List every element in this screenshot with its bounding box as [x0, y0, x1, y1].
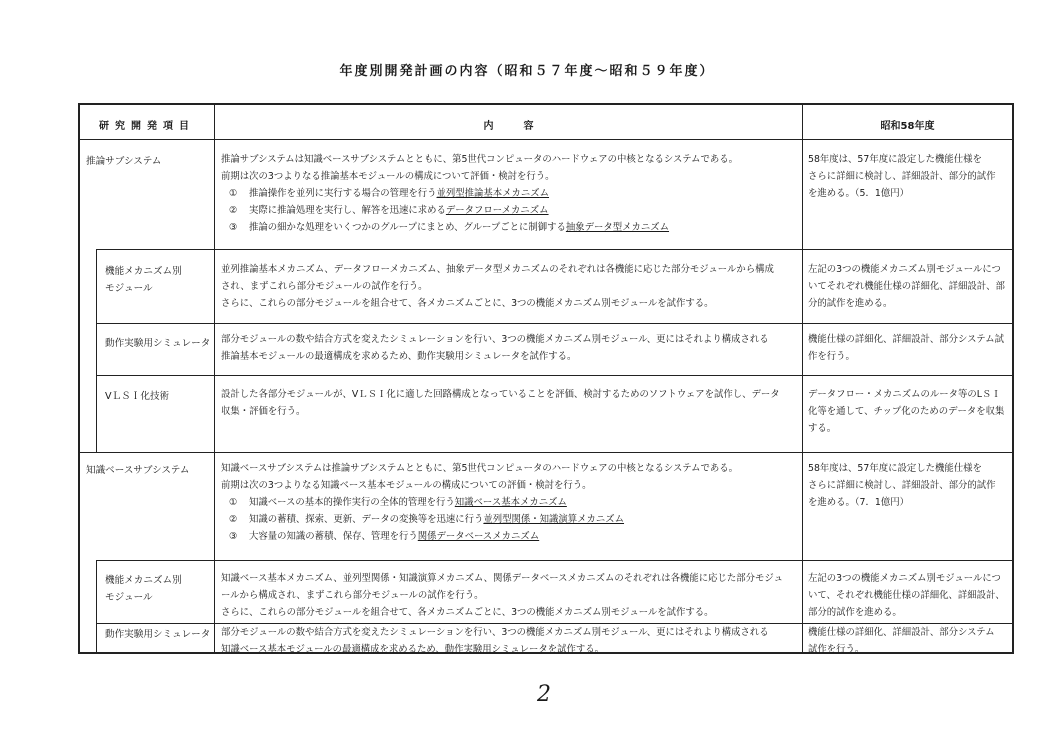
content-line: 設計した各部分モジュールが、VＬＳＩ化に適した回路構成となっていることを評価、検討するためのソフトウェアを試作し、データ — [221, 389, 780, 400]
content-line: さらに、これらの部分モジュールを組合せて、各メカニズムごとに、3つの機能メカニズム別モジュールを試作する。 — [221, 298, 714, 309]
list-term: 知識ベース基本メカニズム — [454, 497, 567, 508]
list-number: ② — [229, 514, 238, 525]
content-cell — [221, 386, 780, 420]
year-line: 左記の3つの機能メカニズム別モジュールにつ — [808, 573, 1001, 584]
list-term: 関係データベースメカニズム — [417, 531, 540, 542]
content-cell — [221, 570, 783, 621]
year-cell — [808, 151, 996, 202]
content-line: 部分モジュールの数や結合方式を変えたシミュレーションを行い、3つの機能メカニズム別モジュール、更にはそれより構成される — [221, 334, 769, 345]
content-line: 推論サブシステムは知識ベースサブシステムとともに、第5世代コンピュータのハードウェアの中核となるシステムである。 — [221, 154, 738, 165]
plan-table — [78, 103, 1014, 654]
content-line: 推論基本モジュールの最適構成を求めるため、動作実験用シミュレータを試作する。 — [221, 351, 577, 362]
content-line: 並列推論基本メカニズム、データフローメカニズム、抽象データ型メカニズムのそれぞれは各機能に応じた部分モジュールから構成 — [221, 264, 774, 275]
year-line: を進める。（7．1億円） — [808, 497, 909, 508]
content-cell — [221, 261, 774, 312]
year-line: いて、それぞれ機能仕様の詳細化、詳細設計、 — [808, 590, 1005, 601]
subitem-line: モジュール — [105, 592, 153, 603]
subitem-line: 機能メカニズム別 — [105, 266, 182, 277]
item-label: 知識ベースサブシステム — [86, 465, 190, 476]
row-divider — [96, 249, 1012, 250]
year-line: 試作を行う。 — [808, 644, 865, 655]
list-number: ① — [229, 188, 238, 199]
subitem-line: モジュール — [105, 283, 153, 294]
page-number: 2 — [537, 682, 551, 707]
year-line: 機能仕様の詳細化、詳細設計、部分システム試 — [808, 334, 1004, 345]
content-line: さらに、これらの部分モジュールを組合せて、各メカニズムごとに、3つの機能メカニズム別モジュールを試作する。 — [221, 607, 714, 618]
year-cell — [808, 386, 1004, 437]
year-line: を進める。（5．1億円） — [808, 188, 909, 199]
content-cell — [221, 460, 738, 545]
header-divider — [80, 139, 1012, 140]
list-term: データフローメカニズム — [445, 205, 549, 216]
year-cell — [808, 570, 1005, 621]
content-line: 部分モジュールの数や結合方式を変えたシミュレーションを行い、3つの機能メカニズム別モジュール、更にはそれより構成される — [221, 627, 769, 638]
content-line: され、まずこれら部分モジュールの試作を行う。 — [221, 281, 428, 292]
year-cell — [808, 331, 1004, 365]
document-title: 年度別開発計画の内容（昭和５７年度〜昭和５９年度） — [339, 64, 715, 79]
list-term: 並列型関係・知識演算メカニズム — [483, 514, 625, 525]
year-line: いてそれぞれ機能仕様の詳細化、詳細設計、部 — [808, 281, 1005, 292]
content-cell — [221, 331, 769, 365]
list-term: 抽象データ型メカニズム — [565, 222, 670, 233]
year-line: 機能仕様の詳細化、詳細設計、部分システム — [808, 627, 995, 638]
subitem-line: VＬＳＩ化技術 — [105, 391, 170, 402]
subitem-line: 動作実験用シミュレータ — [105, 338, 211, 349]
list-number: ② — [229, 205, 238, 216]
row-divider — [96, 323, 1012, 324]
subitem-indent-line — [96, 560, 97, 652]
list-number: ① — [229, 497, 238, 508]
list-item — [221, 494, 738, 511]
row-divider — [80, 452, 1012, 453]
list-text: 知識の蓄積、探索、更新、データの変換等を迅速に行う — [249, 514, 484, 525]
content-line: 知識ベース基本モジュールの最適構成を求めるため、動作実験用シミュレータを試作する。 — [221, 644, 604, 655]
list-text: 推論の細かな処理をいくつかのグループにまとめ、グループごとに制御する — [249, 222, 566, 233]
subitem-line: 動作実験用シミュレータ — [105, 629, 211, 640]
column-divider — [802, 105, 803, 652]
year-line: さらに詳細に検討し、詳細設計、部分的試作 — [808, 171, 996, 182]
year-line: 58年度は、57年度に設定した機能仕様を — [808, 463, 982, 474]
subitem-label — [105, 335, 210, 352]
header-item: 研究開発項目 — [99, 121, 195, 132]
year-line: 部分的試作を進める。 — [808, 607, 902, 618]
header-content: 内 容 — [483, 121, 534, 132]
content-line: 前期は次の3つよりなる知識ベース基本モジュールの構成についての評価・検討を行う。 — [221, 480, 592, 491]
subitem-label — [105, 388, 169, 405]
row-divider — [96, 375, 1012, 376]
subitem-label — [105, 263, 182, 297]
year-line: 作を行う。 — [808, 351, 855, 362]
list-text: 知識ベースの基本的操作実行の全体的管理を行う — [249, 497, 455, 508]
header-year: 昭和58年度 — [880, 121, 935, 132]
subitem-label — [105, 626, 210, 643]
list-text: 実際に推論処理を実行し、解答を迅速に求める — [249, 205, 446, 216]
list-item — [221, 202, 738, 219]
content-line: 収集・評価を行う。 — [221, 406, 306, 417]
content-cell — [221, 151, 738, 236]
list-item — [221, 219, 738, 236]
content-line: 知識ベース基本メカニズム、並列型関係・知識演算メカニズム、関係データベースメカニズムのそれぞれは各機能に応じた部分モジュ — [221, 573, 783, 584]
year-line: する。 — [808, 423, 837, 434]
list-text: 大容量の知識の蓄積、保存、管理を行う — [249, 531, 418, 542]
year-cell — [808, 460, 996, 511]
year-line: 化等を通して、チップ化のためのデータを収集 — [808, 406, 1005, 417]
subitem-indent-line — [96, 249, 97, 452]
year-line: 左記の3つの機能メカニズム別モジュールにつ — [808, 264, 1001, 275]
content-line: ールから構成され、まずこれら部分モジュールの試作を行う。 — [221, 590, 484, 601]
content-line: 前期は次の3つよりなる推論基本モジュールの構成について評価・検討を行う。 — [221, 171, 555, 182]
list-text: 推論操作を並列に実行する場合の管理を行う — [249, 188, 437, 199]
list-number: ③ — [229, 222, 238, 233]
item-label: 推論サブシステム — [86, 156, 162, 167]
list-item — [221, 185, 738, 202]
list-number: ③ — [229, 531, 238, 542]
year-line: データフロー・メカニズムのルータ等のLＳＩ — [808, 389, 1001, 400]
year-line: さらに詳細に検討し、詳細設計、部分的試作 — [808, 480, 996, 491]
year-cell — [808, 261, 1005, 312]
year-line: 58年度は、57年度に設定した機能仕様を — [808, 154, 982, 165]
row-divider — [96, 560, 1012, 561]
year-line: 分的試作を進める。 — [808, 298, 893, 309]
list-item — [221, 511, 738, 528]
list-term: 並列型推論基本メカニズム — [436, 188, 550, 199]
list-item — [221, 528, 738, 545]
content-cell — [221, 624, 769, 658]
subitem-line: 機能メカニズム別 — [105, 575, 182, 586]
subitem-label — [105, 572, 182, 606]
column-divider — [214, 105, 215, 652]
year-cell — [808, 624, 995, 658]
content-line: 知識ベースサブシステムは推論サブシステムとともに、第5世代コンピュータのハードウェアの中核となるシステムである。 — [221, 463, 738, 474]
